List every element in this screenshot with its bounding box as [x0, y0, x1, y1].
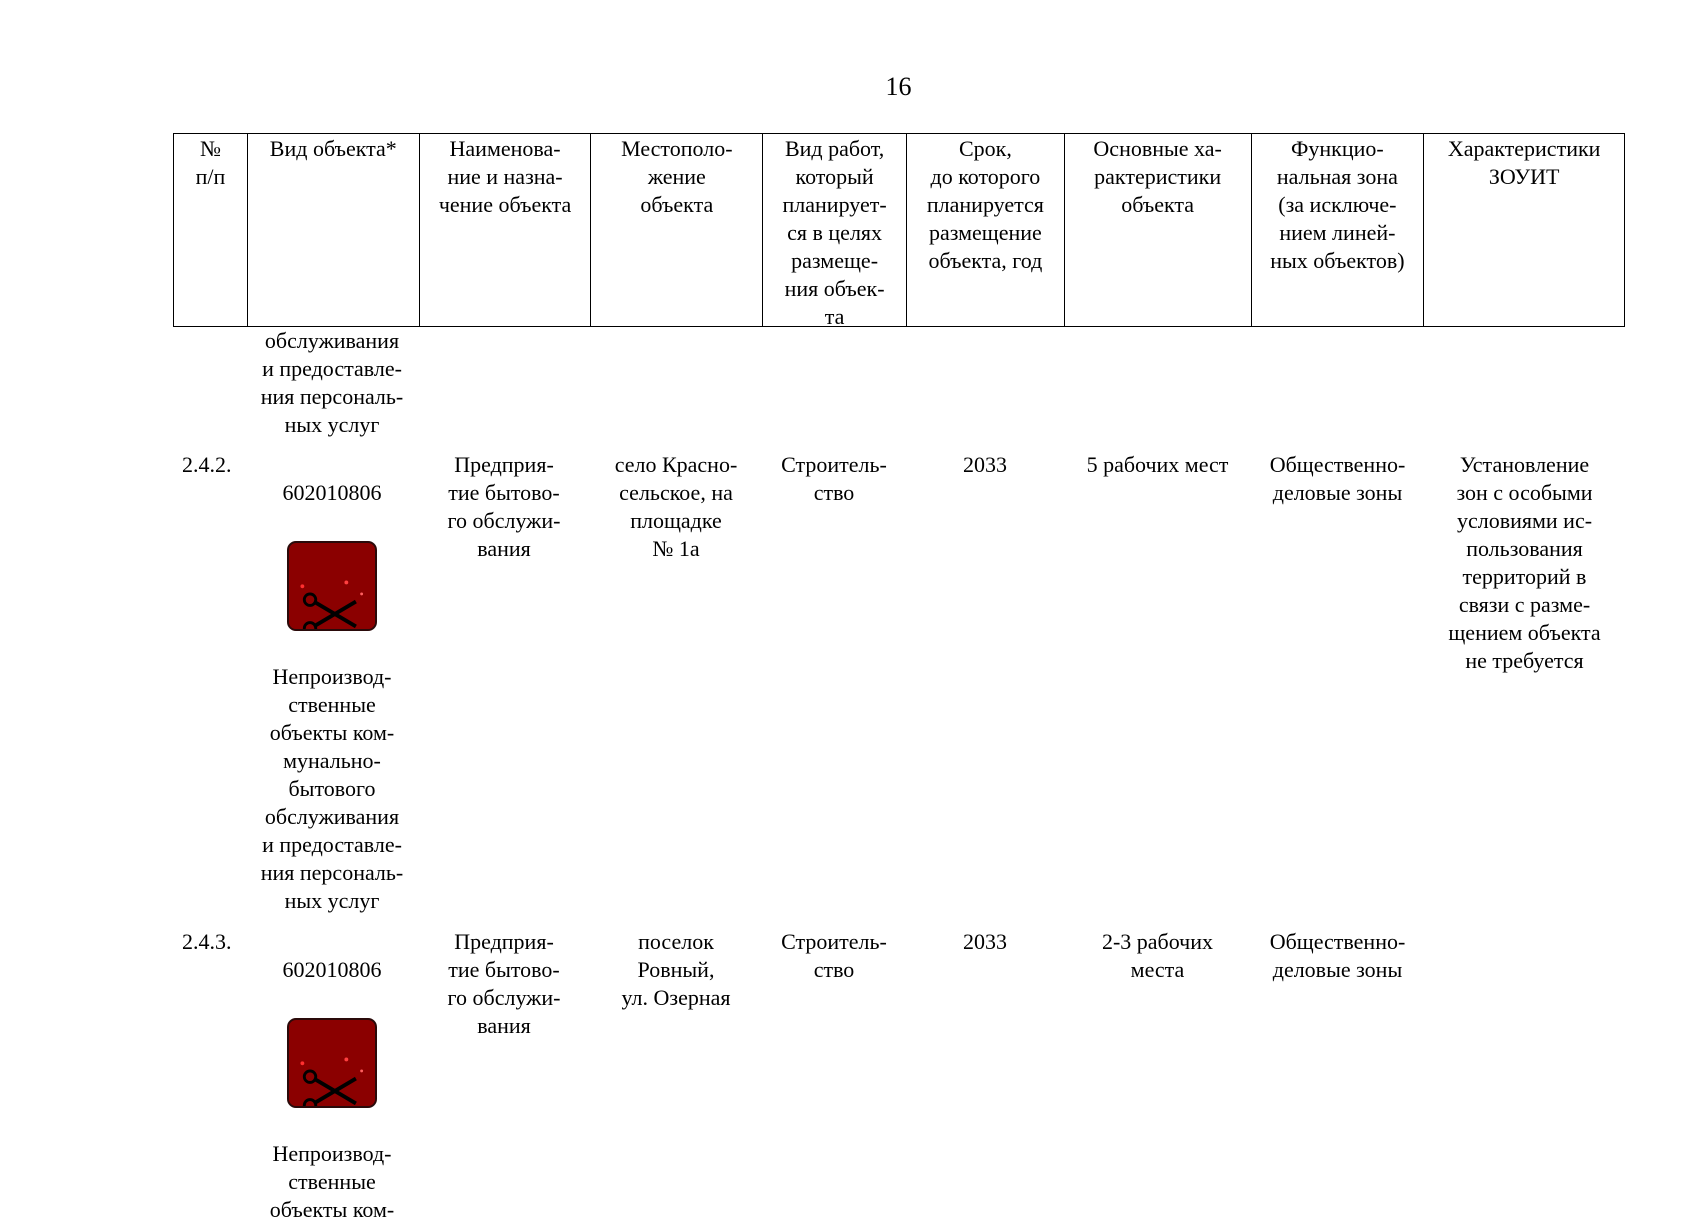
object-name: Предприя- тие бытово- го обслужи- вания: [447, 452, 561, 561]
functional-zone: Общественно- деловые зоны: [1269, 929, 1406, 982]
deadline-year: 2033: [963, 929, 1007, 954]
object-type-text: Непроизвод- ственные объекты ком-: [269, 1141, 395, 1222]
scissors-icon: [287, 541, 377, 631]
header-work-type: Вид работ, который планирует- ся в целях размеще- ния объек- та: [762, 134, 906, 326]
table-header: [173, 133, 1625, 327]
work-type: Строитель- ство: [781, 452, 887, 505]
object-characteristics: 5 рабочих мест: [1086, 452, 1229, 477]
row-number: 2.4.2.: [182, 452, 232, 477]
object-location: село Красно- сельское, на площадке № 1а: [614, 452, 738, 561]
header-deadline: Срок, до которого планируется размещение объекта, год: [906, 134, 1064, 326]
table-row-continuation: [173, 327, 1625, 439]
table-row: [173, 451, 1625, 915]
header-zouit: Характеристики ЗОУИТ: [1423, 134, 1624, 326]
work-type: Строитель- ство: [781, 929, 887, 982]
zouit-characteristics: [1424, 928, 1625, 1224]
row-number: 2.4.3.: [182, 929, 232, 954]
deadline-year: 2033: [963, 452, 1007, 477]
continuation-text: обслуживания и предоставле- ния персональ- ных услуг: [260, 328, 404, 437]
object-name: Предприя- тие бытово- го обслужи- вания: [447, 929, 561, 1038]
object-code: 602010806: [282, 480, 382, 505]
page-number: 16: [885, 72, 912, 101]
table-row: [173, 928, 1625, 1224]
zouit-characteristics: Установление зон с особыми условиями ис- пользования территорий в связи с разме- щением объекта не требуется: [1448, 452, 1601, 673]
object-code: 602010806: [282, 957, 382, 982]
header-number: № п/п: [195, 136, 226, 189]
object-location: поселок Ровный, ул. Озерная: [621, 929, 731, 1010]
object-characteristics: 2-3 рабочих места: [1101, 929, 1214, 982]
functional-zone: Общественно- деловые зоны: [1269, 452, 1406, 505]
header-characteristics: Основные ха- рактеристики объекта: [1064, 134, 1251, 326]
header-location: Местополо- жение объекта: [590, 134, 762, 326]
object-type-cell: [246, 928, 418, 1224]
header-object-type: Вид объекта*: [247, 134, 419, 326]
object-type-cell: [246, 451, 418, 915]
objects-table: [173, 133, 1625, 1224]
object-type-text: Непроизвод- ственные объекты ком- мунально- бытового обслуживания и предоставле- ния персональ- ных услуг: [260, 664, 404, 913]
scissors-icon: [287, 1018, 377, 1108]
header-functional-zone: Функцио- нальная зона (за исключе- нием линей- ных объектов): [1251, 134, 1424, 326]
header-name: Наименова- ние и назна- чение объекта: [419, 134, 591, 326]
